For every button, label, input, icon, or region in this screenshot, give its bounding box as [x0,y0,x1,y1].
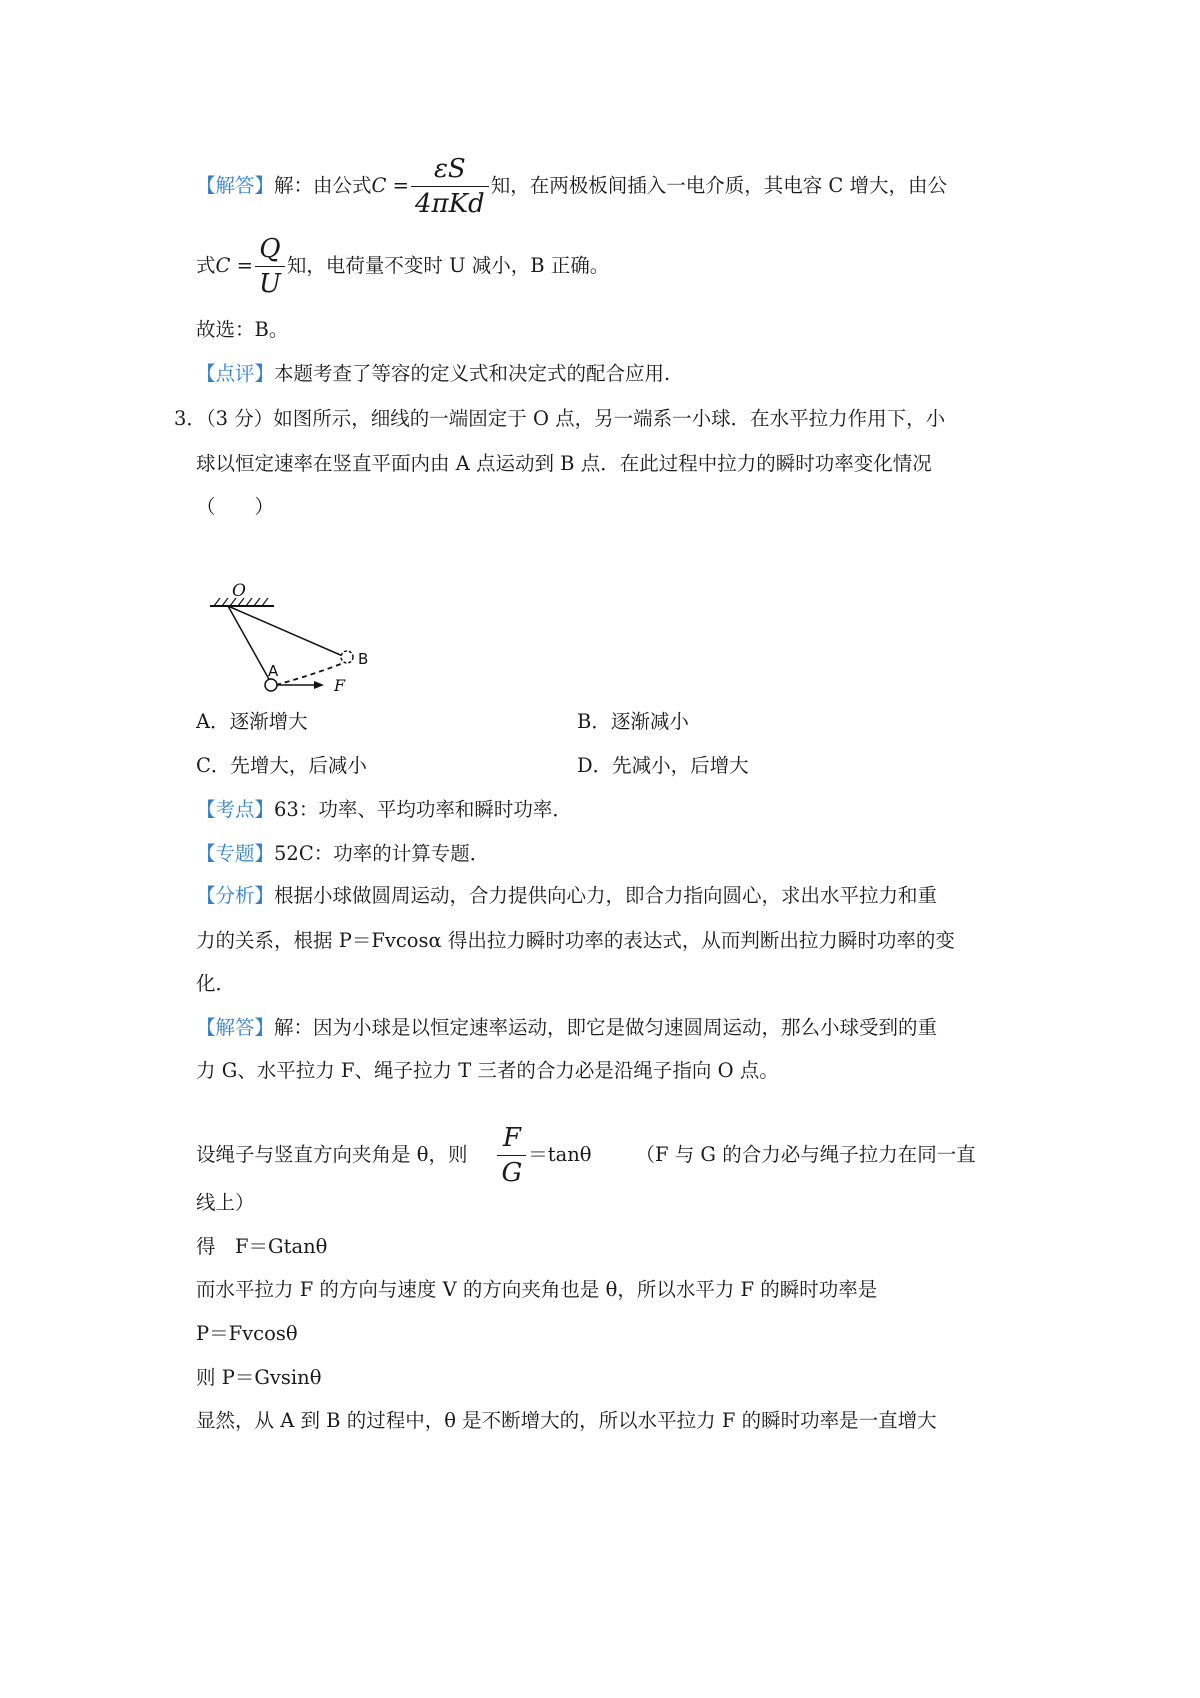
point-a-label: A [268,662,279,680]
question-3-stem-line-1: 3．（3 分）如图所示，细线的一端固定于 O 点，另一端系一小球．在水平拉力作用下，小 [174,407,946,430]
result-line-3: P＝Fvcosθ [196,1322,298,1345]
angle-relation-line-2: 线上） [196,1191,255,1214]
option-c: C．先增大，后减小 [196,754,367,777]
force-ratio-formula: $\frac{F}{G}$ [497,1121,526,1190]
comment-tag: 【点评】 [196,362,275,385]
pendulum-figure [210,580,400,705]
solution-line-2: 式C = $\frac{Q}{U}$ 知，电荷量不变时 U 减小，B 正确。 [196,234,610,299]
string-oa [228,606,270,681]
result-line-1: 得 F＝Gtanθ [196,1235,328,1258]
point-o-label: O [232,581,246,601]
result-line-5: 显然，从 A 到 B 的过程中，θ 是不断增大的，所以水平拉力 F 的瞬时功率是一直增大 [196,1409,937,1432]
zhuanti-line: 【专题】52C：功率的计算专题． [196,842,490,865]
fenxi-line-1: 【分析】根据小球做圆周运动，合力提供向心力，即合力指向圆心，求出水平拉力和重 [196,884,938,907]
ball-b [341,651,353,663]
ball-a [265,679,277,691]
string-ob [228,606,345,657]
jieda-line-1: 【解答】解：因为小球是以恒定速率运动，即它是做匀速圆周运动，那么小球受到的重 [196,1016,938,1039]
option-b: B．逐渐减小 [577,710,689,733]
question-3-stem-line-2: 球以恒定速率在竖直平面内由 A 点运动到 B 点．在此过程中拉力的瞬时功率变化情况 [196,452,932,475]
capacitance-formula: $\frac{\varepsilon S}{\text{4πKd}}$ [411,152,489,221]
jieda-line-2: 力 G、水平拉力 F、绳子拉力 T 三者的合力必是沿绳子指向 O 点。 [196,1059,779,1082]
answer-tag: 【解答】 [196,174,275,197]
solution-line-1: 【解答】解：由公式C = $\frac{\varepsilon S}{\text{4πKd}}$ 知，在两极板间插入一电介质，其电容 C 增大，由公 [196,154,948,219]
option-a: A．逐渐增大 [196,710,308,733]
point-b-label: B [358,650,369,668]
force-arrow-head [314,681,324,689]
result-line-4: 则 P＝Gvsinθ [196,1366,322,1389]
kaodian-line: 【考点】63：功率、平均功率和瞬时功率． [196,798,572,821]
option-d: D．先减小，后增大 [577,754,749,777]
question-3-stem-line-3: （ ） [196,495,275,518]
solution-choice: 故选：B。 [196,318,289,341]
capacitance-definition-formula: $\frac{Q}{U}$ [255,232,285,301]
solution-comment: 【点评】本题考查了等容的定义式和决定式的配合应用. [196,362,671,385]
force-f-label: F [334,676,346,695]
fenxi-line-2: 力的关系，根据 P＝Fvcosα 得出拉力瞬时功率的表达式，从而判断出拉力瞬时功率的变 [196,929,955,952]
fenxi-line-3: 化． [196,972,236,995]
result-line-2: 而水平拉力 F 的方向与速度 V 的方向夹角也是 θ，所以水平力 F 的瞬时功率是 [196,1278,878,1301]
angle-relation-line: 设绳子与竖直方向夹角是 θ，则 $\frac{F}{G}$ ＝tanθ （F 与 G 的合力必与绳子拉力在同一直 [196,1123,976,1188]
